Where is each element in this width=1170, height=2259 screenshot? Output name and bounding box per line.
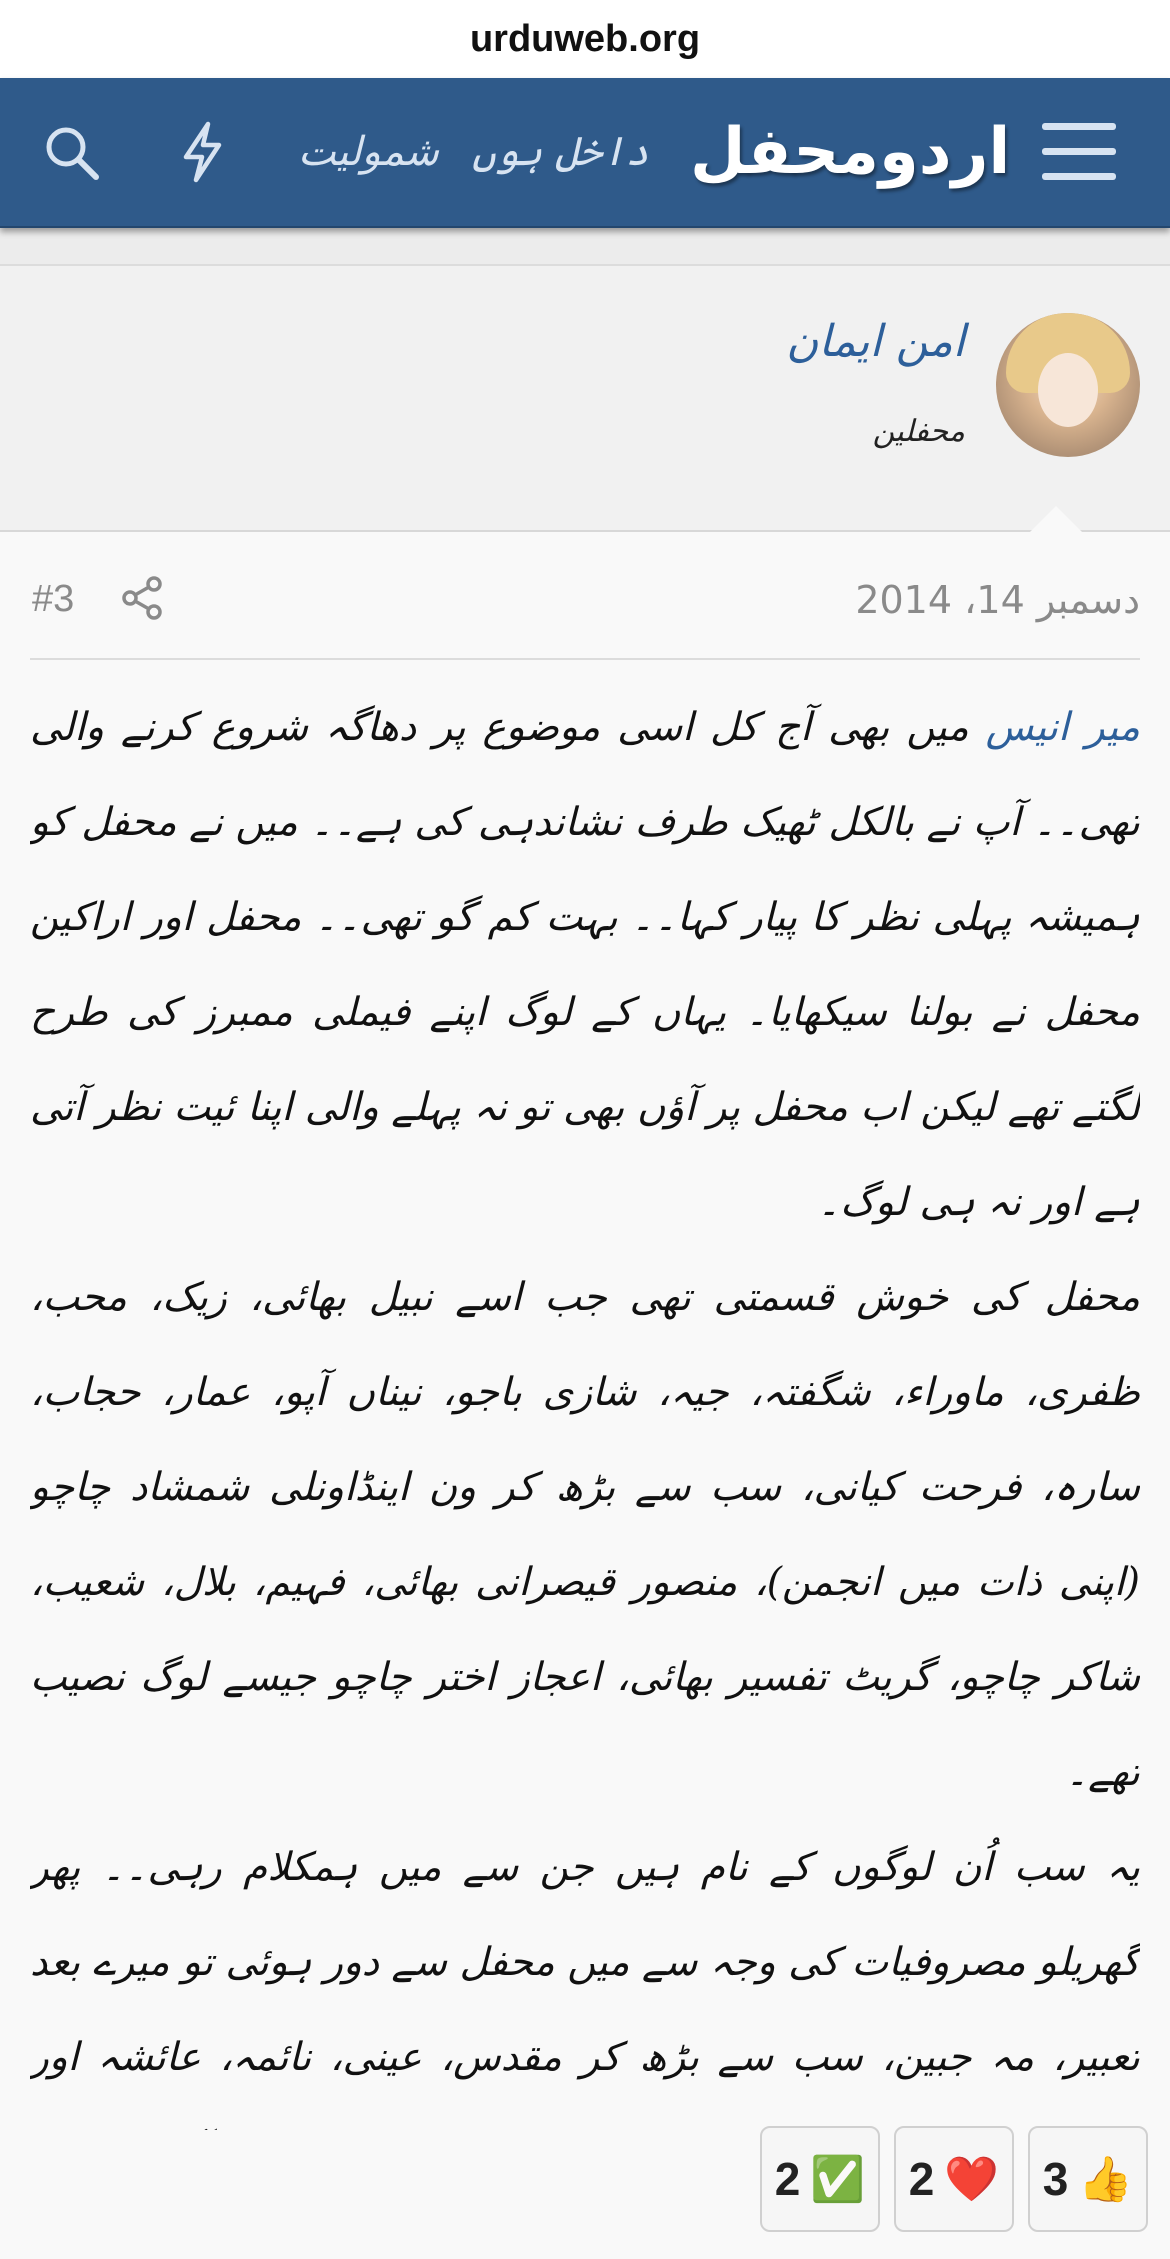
- reaction-heart[interactable]: [894, 2126, 1014, 2232]
- share-icon: [120, 576, 164, 620]
- post-number[interactable]: #3: [32, 578, 75, 620]
- url-text: urduweb.org: [469, 17, 701, 60]
- post-paragraph: محفل کی خوش قسمتی تھی جب اسے نبیل بھائی، زیک، محب، ظفری، ماوراء، شگفتہ، جیہ، شازی باجو، نیناں آپو، عمار، حجاب، سارہ، فرحت کیانی، سب سے بڑھ کر ون اینڈاونلی شمشاد چاچو (اپنی ذات میں انجمن)، منصور قیصرانی بھائی، فہیم، بلال، شعیب، شاکر چاچو، گریٹ تفسیر بھائی، اعجاز اختر چاچو جیسے لوگ نصیب تھے۔: [30, 1275, 1140, 1795]
- reaction-count: 3: [1042, 2153, 1069, 2205]
- check-icon: ✅: [810, 2155, 866, 2204]
- post-author-block: [0, 266, 1170, 532]
- message-pointer: [1030, 506, 1082, 532]
- post-date[interactable]: دسمبر 14، 2014: [855, 578, 1140, 622]
- author-name[interactable]: امن ایمان: [786, 316, 965, 367]
- post-paragraph: یہ سب اُن لوگوں کے نام ہیں جن سے میں ہمکلام رہی۔۔ پھر گھریلو مصروفیات کی وجہ سے میں محفل سے دور ہوئی تو میرے بعد تعبیر، مہ جبین، سب سے بڑھ کر مقدس، عینی، نائمہ، عائشہ اور: [30, 1845, 1140, 2080]
- reaction-count: 2: [908, 2153, 935, 2205]
- author-title: محفلین: [872, 414, 965, 449]
- heart-icon: ❤️: [944, 2155, 1000, 2204]
- whats-new-button[interactable]: [178, 78, 226, 226]
- reaction-check[interactable]: [760, 2126, 880, 2232]
- thumbs-up-icon: 👍: [1078, 2155, 1134, 2204]
- paragraph-text: میں بھی آج کل اسی موضوع پر دھاگہ شروع کرنے والی تھی۔۔ آپ نے بالکل ٹھیک طرف نشاندہی کی ہے۔۔ میں نے محفل کو ہمیشہ پہلی نظر کا پیار کہا۔۔ بہت کم گو تھی۔۔ محفل اور اراکین محفل نے بولنا سیکھایا۔ یہاں کے لوگ اپنے فیملی ممبرز کی طرح لگتے تھے لیکن اب محفل پر آؤں بھی تو نہ پہلے والی اپنا ئیت نظر آتی ہے اور نہ ہی لوگ۔: [30, 705, 1140, 1225]
- site-logo[interactable]: اردومحفل: [690, 115, 1011, 189]
- login-link[interactable]: داخل ہوں: [472, 129, 649, 175]
- address-bar[interactable]: [0, 0, 1170, 78]
- share-button[interactable]: [120, 576, 164, 624]
- reaction-thumbs-up[interactable]: [1028, 2126, 1148, 2232]
- post-paragraph: [30, 680, 1140, 1250]
- page-separator: [0, 228, 1170, 266]
- reactions-bar: [760, 2126, 1148, 2232]
- signup-link[interactable]: شمولیت: [298, 129, 439, 175]
- reaction-count: 2: [774, 2153, 801, 2205]
- lightning-bolt-icon: [178, 121, 226, 183]
- post-meta-bar: [30, 532, 1140, 660]
- menu-button[interactable]: [1040, 78, 1118, 226]
- user-mention-link[interactable]: میر انیس: [985, 705, 1140, 750]
- post-content: [30, 660, 1140, 2130]
- top-navbar: [0, 78, 1170, 228]
- hamburger-menu-icon: [1040, 119, 1118, 185]
- avatar[interactable]: [996, 313, 1140, 457]
- search-button[interactable]: [42, 78, 100, 226]
- search-icon: [42, 123, 100, 181]
